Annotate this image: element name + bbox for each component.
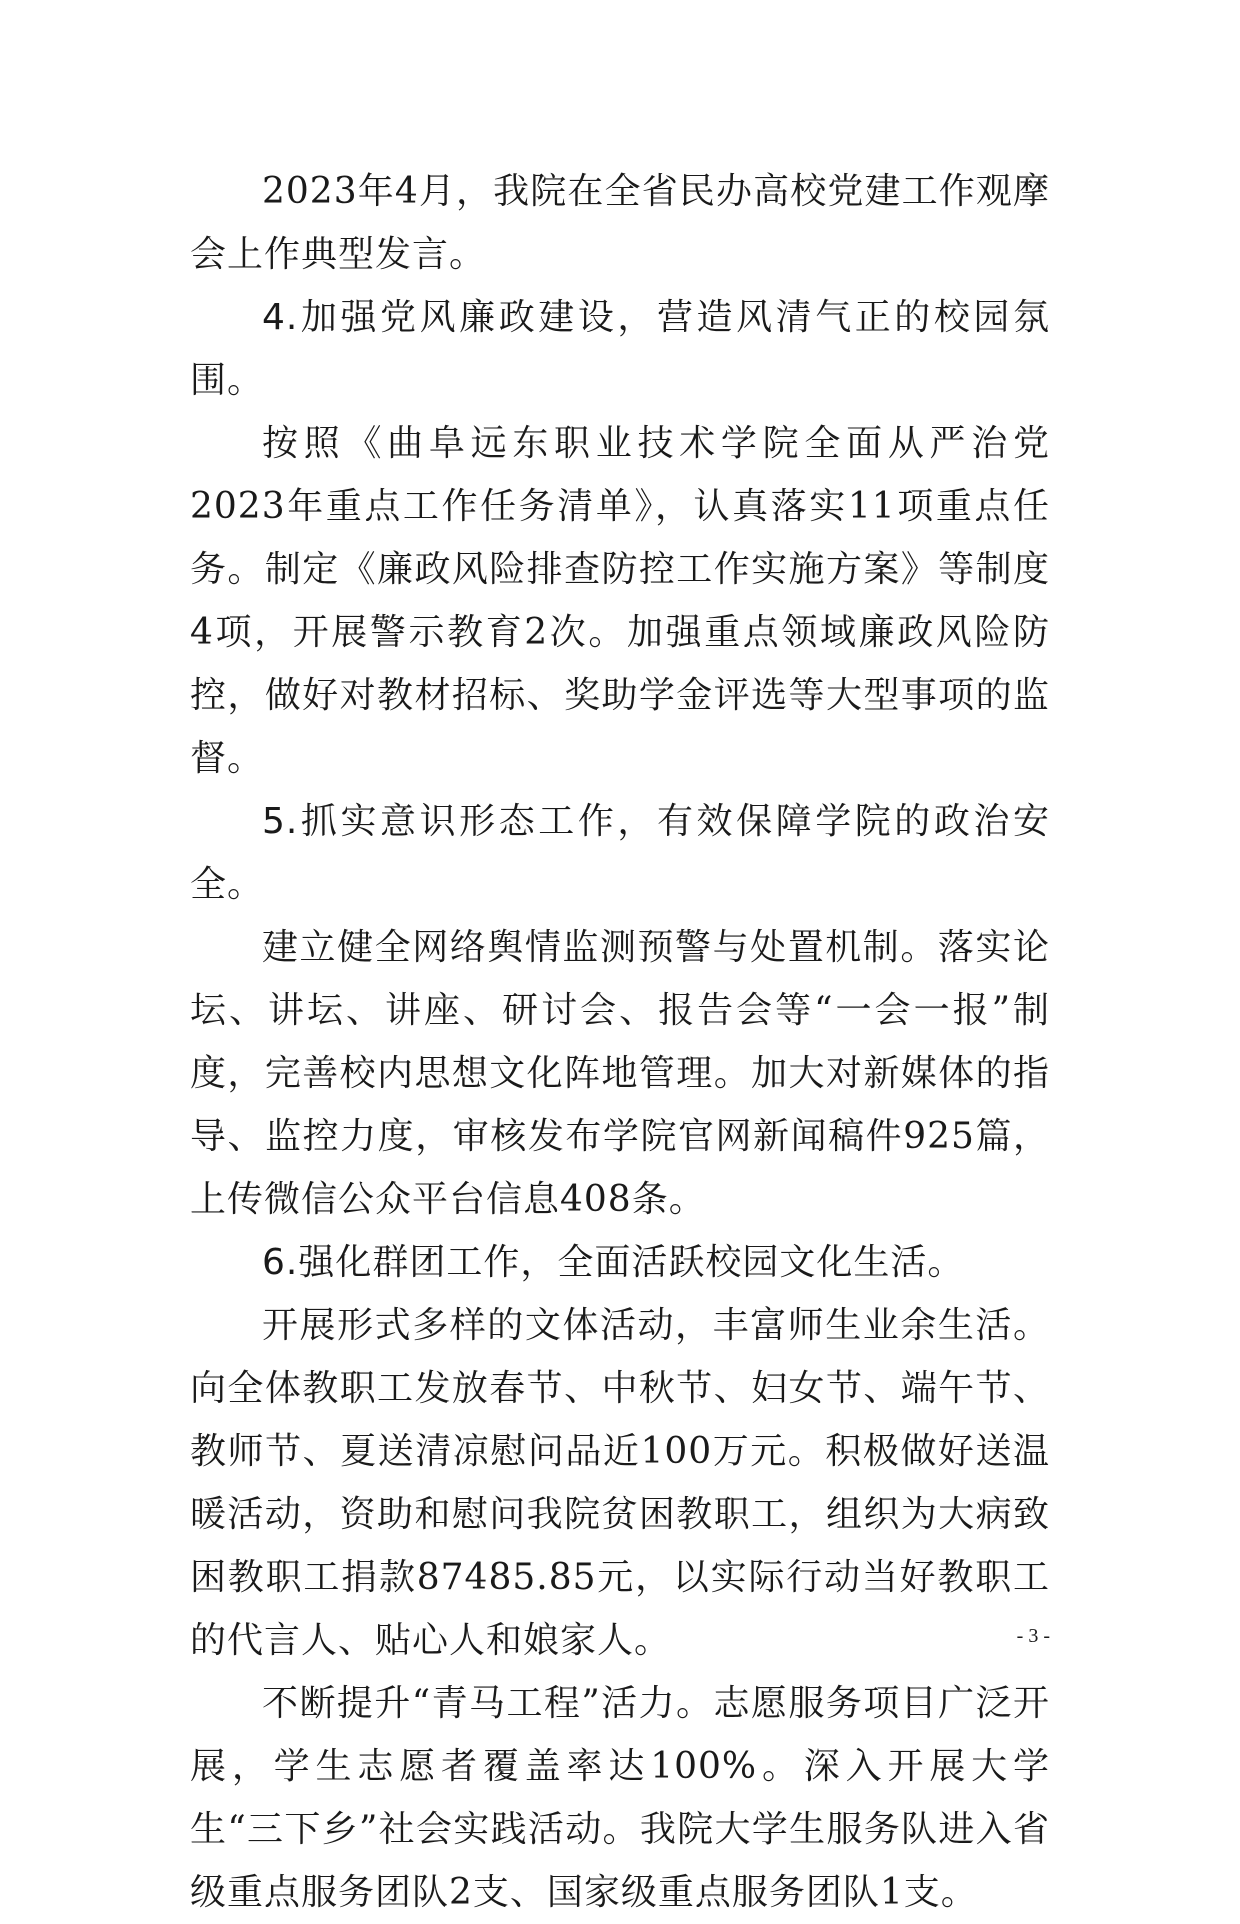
- paragraph-section-6-volunteer: 不断提升“青马工程”活力。志愿服务项目广泛开展，学生志愿者覆盖率达100%。深入开展大学生“三下乡”社会实践活动。我院大学生服务队进入省级重点服务团队2支、国家级重点服务团队1支。: [190, 1683, 1050, 1913]
- section-heading-6: 6.强化群团工作，全面活跃校园文化生活。: [262, 1242, 965, 1283]
- paragraph-section-6-culture: 开展形式多样的文体活动，丰富师生业余生活。向全体教职工发放春节、中秋节、妇女节、端午节、教师节、夏送清凉慰问品近100万元。积极做好送温暖活动，资助和慰问我院贫困教职工，组织为大病致困教职工捐款87485.85元，以实际行动当好教职工的代言人、贴心人和娘家人。: [190, 1305, 1050, 1661]
- paragraph-section-4: 按照《曲阜远东职业技术学院全面从严治党2023年重点工作任务清单》，认真落实11项重点任务。制定《廉政风险排查防控工作实施方案》等制度4项，开展警示教育2次。加强重点领域廉政风险防控，做好对教材招标、奖助学金评选等大型事项的监督。: [190, 423, 1050, 779]
- page-number: - 3 -: [1016, 1625, 1050, 1647]
- section-heading-4: 4.加强党风廉政建设，营造风清气正的校园氛围。: [190, 297, 1050, 401]
- paragraph-section-5: 建立健全网络舆情监测预警与处置机制。落实论坛、讲坛、讲座、研讨会、报告会等“一会一报”制度，完善校内思想文化阵地管理。加大对新媒体的指导、监控力度，审核发布学院官网新闻稿件925篇，上传微信公众平台信息408条。: [190, 927, 1050, 1220]
- section-heading-5: 5.抓实意识形态工作，有效保障学院的政治安全。: [190, 801, 1050, 905]
- document-body: [190, 160, 1050, 1924]
- paragraph-intro-speech: 2023年4月，我院在全省民办高校党建工作观摩会上作典型发言。: [190, 171, 1050, 275]
